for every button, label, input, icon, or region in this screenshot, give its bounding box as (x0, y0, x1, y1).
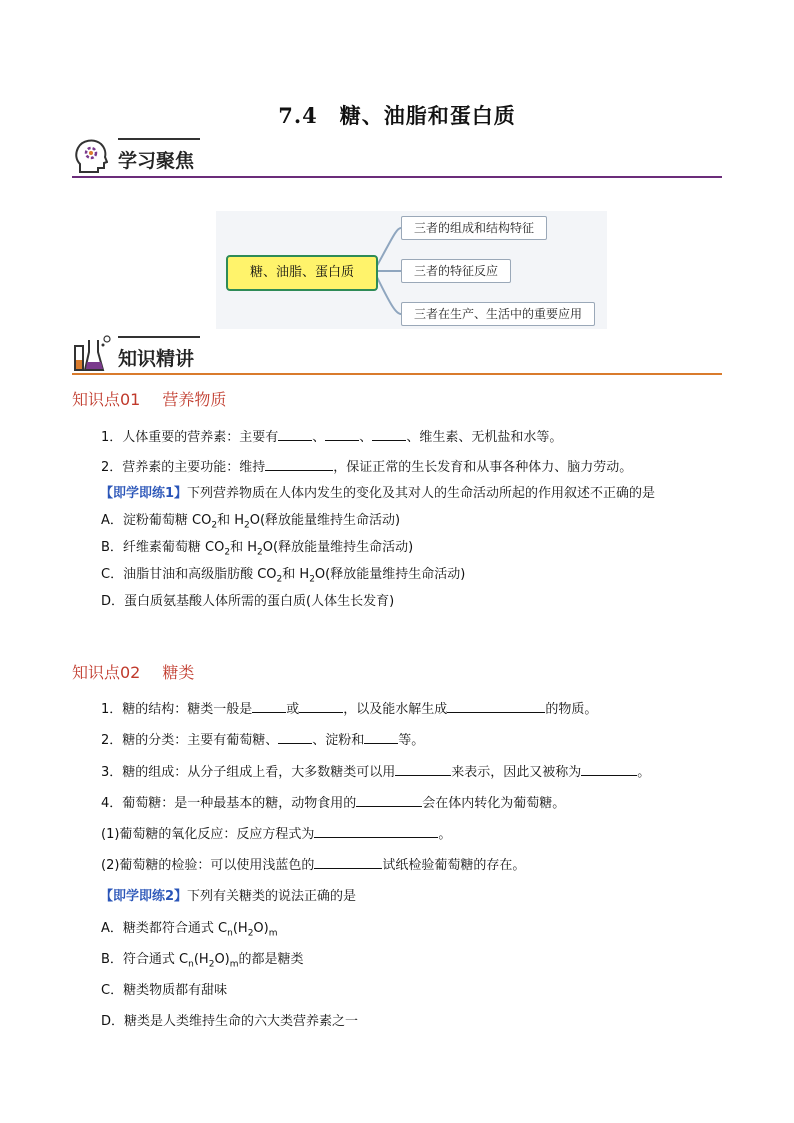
section-header-focus (72, 136, 722, 176)
fill-blank[interactable] (265, 458, 333, 471)
fill-blank[interactable] (314, 825, 438, 838)
fill-blank[interactable] (299, 700, 343, 713)
page-title (0, 100, 794, 130)
option-c: C．糖类物质都有甜味 (101, 983, 228, 998)
practice-tag: 【即学即练1】 (100, 486, 188, 501)
kp1-line-2: 2．营养素的主要功能：维持 ，保证正常的生长发育和从事各种体力、脑力劳动。 (101, 460, 633, 475)
option-b: B．纤维素葡萄糖 $CO_2$和 $H_2O$(释放能量维持生命活动) (101, 540, 414, 558)
title-number: 7.4 (278, 103, 318, 128)
mind-map-node: 三者在生产、生活中的重要应用 (401, 302, 595, 326)
practice-2-question: 【即学即练2】下列有关糖类的说法正确的是 (100, 889, 357, 904)
header-overline (118, 138, 200, 140)
mind-map (216, 211, 607, 329)
knowledge-point-heading (72, 660, 194, 683)
knowledge-point-heading (72, 387, 226, 410)
fill-blank[interactable] (325, 428, 359, 441)
kp-title: 营养物质 (162, 390, 227, 409)
fill-blank[interactable] (314, 856, 382, 869)
mind-map-center-node: 糖、油脂、蛋白质 (226, 255, 378, 291)
kp2-line-1: 1．糖的结构：糖类一般是 或 ，以及能水解生成 的物质。 (101, 702, 598, 717)
header-overline (118, 336, 200, 338)
fill-blank[interactable] (581, 763, 637, 776)
option-a: A．糖类都符合通式 $C_n(H_2O)_m$ (101, 921, 278, 939)
fill-blank[interactable] (356, 794, 422, 807)
fill-blank[interactable] (364, 731, 398, 744)
fill-blank[interactable] (278, 428, 312, 441)
kp2-line-3: 3．糖的组成：从分子组成上看，大多数糖类可以用 来表示，因此又被称为 。 (101, 765, 651, 780)
kp2-line-4: 4．葡萄糖：是一种最基本的糖，动物食用的 会在体内转化为葡萄糖。 (101, 796, 566, 811)
section-header-knowledge (72, 334, 722, 374)
kp2-line-6: (2)葡萄糖的检验：可以使用浅蓝色的 试纸检验葡萄糖的存在。 (101, 858, 526, 873)
section-divider (72, 373, 722, 375)
title-text: 糖、油脂和蛋白质 (339, 103, 516, 128)
fill-blank[interactable] (372, 428, 406, 441)
fill-blank[interactable] (395, 763, 451, 776)
kp-number: 知识点01 (72, 390, 141, 409)
mind-map-node: 三者的特征反应 (401, 259, 511, 283)
option-c: C．油脂甘油和高级脂肪酸 $CO_2$和 $H_2O$(释放能量维持生命活动) (101, 567, 466, 585)
fill-blank[interactable] (252, 700, 286, 713)
fill-blank[interactable] (447, 700, 545, 713)
section-label: 学习聚焦 (118, 150, 195, 172)
option-b: B．符合通式 $C_n(H_2O)_m$的都是糖类 (101, 952, 304, 970)
option-d: D．蛋白质氨基酸人体所需的蛋白质(人体生长发育) (101, 594, 395, 609)
section-divider (72, 176, 722, 178)
kp-title: 糖类 (162, 663, 195, 682)
kp1-line-1: 1．人体重要的营养素：主要有 、 、 、维生素、无机盐和水等。 (101, 430, 563, 445)
option-a: A．淀粉葡萄糖 $CO_2$和 $H_2O$(释放能量维持生命活动) (101, 513, 401, 531)
section-label: 知识精讲 (118, 348, 195, 370)
mind-map-node: 三者的组成和结构特征 (401, 216, 547, 240)
kp2-line-2: 2．糖的分类：主要有葡萄糖、 、淀粉和 等。 (101, 733, 425, 748)
head-gears-icon (74, 138, 108, 174)
option-d: D．糖类是人类维持生命的六大类营养素之一 (101, 1014, 359, 1029)
kp2-line-5: (1)葡萄糖的氧化反应：反应方程式为 。 (101, 827, 452, 842)
practice-tag: 【即学即练2】 (100, 889, 188, 904)
kp-number: 知识点02 (72, 663, 141, 682)
fill-blank[interactable] (278, 731, 312, 744)
lab-flask-icon (72, 334, 112, 374)
practice-1-question: 【即学即练1】下列营养物质在人体内发生的变化及其对人的生命活动所起的作用叙述不正确的是 (100, 486, 656, 501)
